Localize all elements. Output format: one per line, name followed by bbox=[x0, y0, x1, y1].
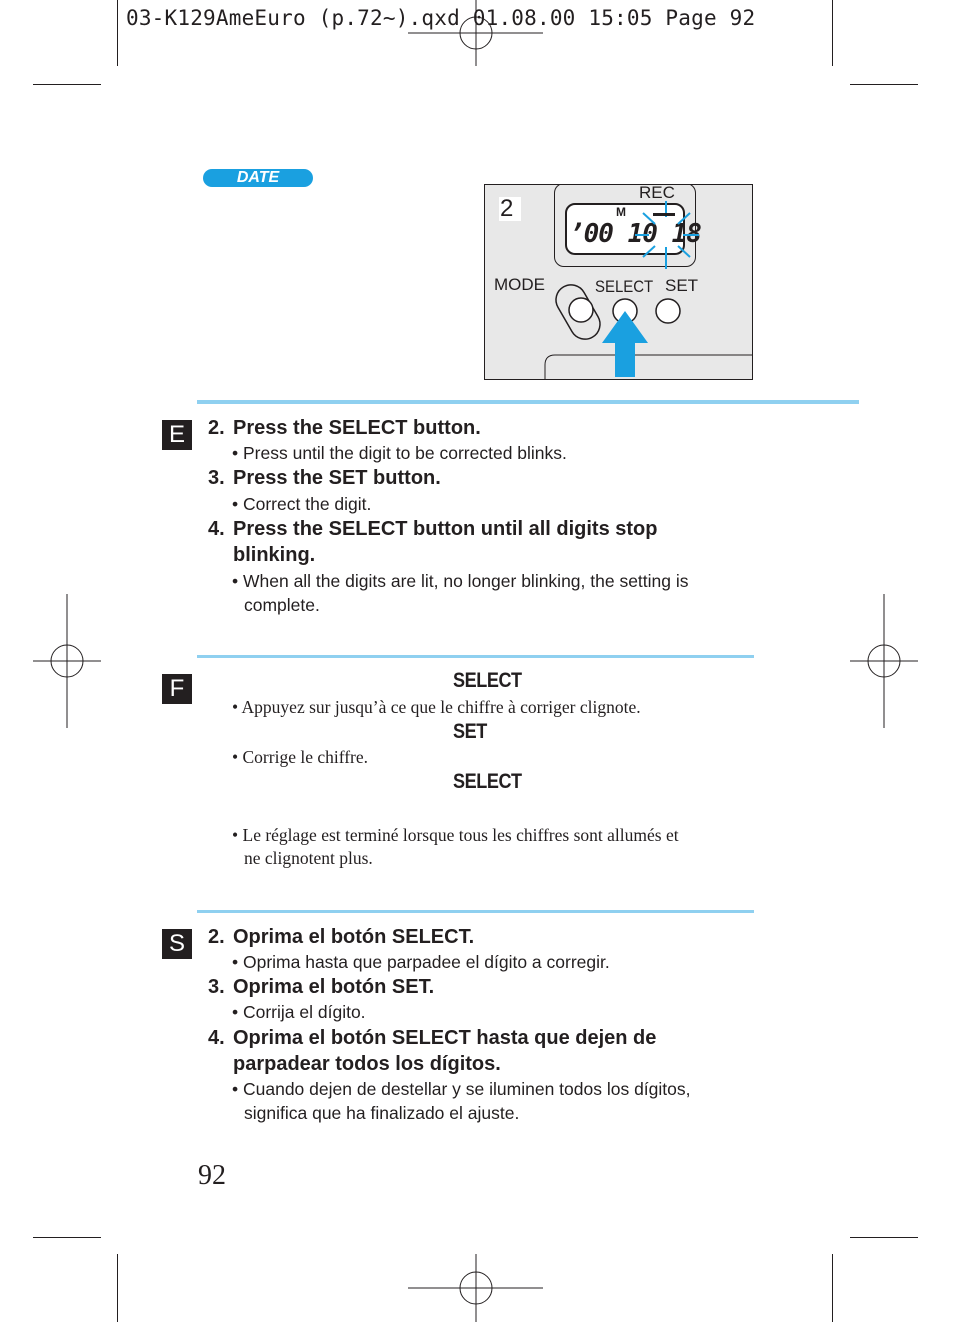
language-marker-french: F bbox=[162, 674, 192, 704]
english-step-2: 2. Press the SELECT button. bbox=[208, 417, 481, 439]
section-divider bbox=[197, 400, 859, 404]
french-keyword-select-2: SELECT bbox=[453, 770, 522, 793]
spanish-step-3: 3. Oprima el botón SET. bbox=[208, 976, 435, 998]
english-step-3: 3. Press the SET button. bbox=[208, 467, 441, 489]
camera-panel-illustration bbox=[484, 184, 753, 380]
spanish-step-4-continued: parpadear todos los dígitos. bbox=[233, 1053, 501, 1075]
section-divider bbox=[197, 910, 754, 913]
french-keyword-select: SELECT bbox=[453, 669, 522, 692]
french-note-3: • Le réglage est terminé lorsque tous les chiffres sont allumés et bbox=[232, 825, 679, 845]
english-step-3-note: • Correct the digit. bbox=[232, 494, 372, 514]
french-note-3-continued: ne clignotent plus. bbox=[244, 848, 373, 868]
english-step-4-note-continued: complete. bbox=[244, 595, 320, 615]
print-slug: 03-K129AmeEuro (p.72~).qxd 01.08.00 15:05 Page 92 bbox=[126, 6, 756, 30]
french-keyword-set: SET bbox=[453, 720, 487, 743]
rec-label: REC bbox=[639, 184, 675, 202]
page-number: 92 bbox=[198, 1160, 226, 1191]
mode-label: MODE bbox=[494, 275, 545, 294]
language-marker-spanish: S bbox=[162, 929, 192, 959]
spanish-step-4-note: • Cuando dejen de destellar y se iluminen todos los dígitos, bbox=[232, 1079, 691, 1099]
section-divider bbox=[197, 655, 754, 658]
english-step-4-note: • When all the digits are lit, no longer blinking, the setting is bbox=[232, 571, 689, 591]
french-note-2: • Corrige le chiffre. bbox=[232, 747, 369, 767]
language-marker-english: E bbox=[162, 420, 192, 450]
spanish-step-4: 4. Oprima el botón SELECT hasta que dejen de bbox=[208, 1027, 657, 1049]
lcd-digits: ’00 10 18 bbox=[569, 219, 701, 249]
spanish-step-2: 2. Oprima el botón SELECT. bbox=[208, 926, 475, 948]
date-badge: DATE bbox=[203, 169, 313, 187]
french-note-1: • Appuyez sur jusqu’à ce que le chiffre à corriger clignote. bbox=[232, 697, 641, 717]
lcd-indicator: M bbox=[616, 205, 626, 219]
spanish-step-2-note: • Oprima hasta que parpadee el dígito a corregir. bbox=[232, 952, 610, 972]
english-step-4-continued: blinking. bbox=[233, 544, 316, 566]
spanish-step-4-note-continued: significa que ha finalizado el ajuste. bbox=[244, 1103, 520, 1123]
spanish-step-3-note: • Corrija el dígito. bbox=[232, 1002, 366, 1022]
select-label: SELECT bbox=[595, 277, 654, 296]
illustration-step-number: 2 bbox=[500, 195, 514, 222]
english-step-2-note: • Press until the digit to be corrected blinks. bbox=[232, 443, 567, 463]
set-label: SET bbox=[665, 276, 699, 295]
english-step-4: 4. Press the SELECT button until all digits stop bbox=[208, 518, 658, 540]
